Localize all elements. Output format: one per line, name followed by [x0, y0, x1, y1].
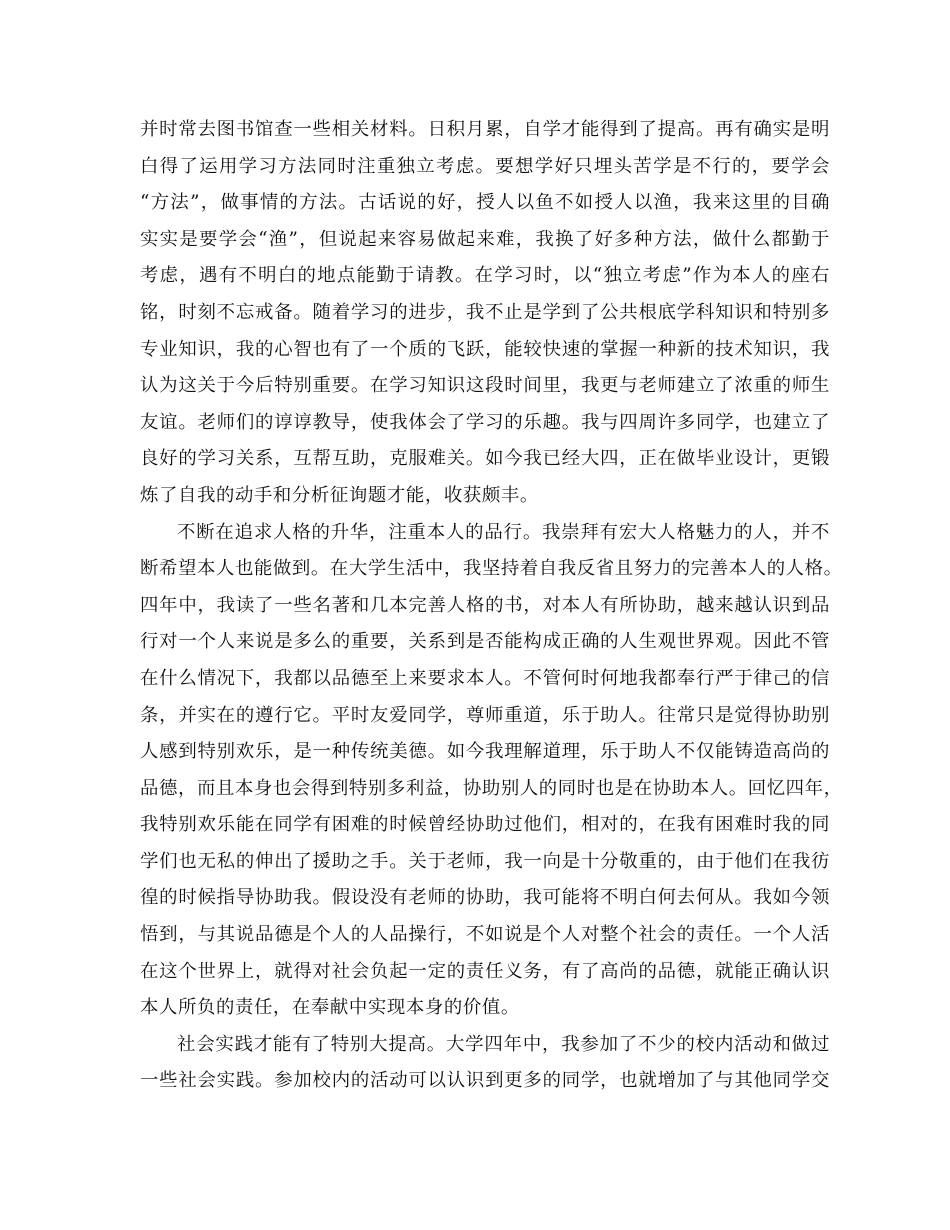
text-line: 在什么情况下，我都以品德至上来要求本人。不管何时何地我都奉行严于律己的信 — [140, 667, 830, 689]
text-line: 四年中，我读了一些名著和几本完善人格的书，对本人有所协助，越来越认识到品 — [140, 594, 830, 616]
text-line: 悟到，与其说品德是个人的人品操行，不如说是个人对整个社会的责任。一个人活 — [140, 924, 830, 946]
text-line: 我特别欢乐能在同学有困难的时候曾经协助过他们，相对的，在我有困难时我的同 — [140, 814, 830, 836]
text-line: 白得了运用学习方法同时注重独立考虑。要想学好只埋头苦学是不行的，要学会 — [140, 155, 830, 177]
text-line: 友谊。老师们的谆谆教导，使我体会了学习的乐趣。我与四周许多同学，也建立了 — [140, 411, 830, 433]
paragraph-first-line: 不断在追求人格的升华，注重本人的品行。我崇拜有宏大人格魅力的人，并不 — [177, 521, 830, 543]
text-line: 铭，时刻不忘戒备。随着学习的进步，我不止是学到了公共根底学科知识和特别多 — [140, 301, 830, 323]
text-line: 良好的学习关系，互帮互助，克服难关。如今我已经大四，正在做毕业设计，更锻 — [140, 448, 830, 470]
text-line: 品德，而且本身也会得到特别多利益，协助别人的同时也是在协助本人。回忆四年， — [140, 777, 843, 799]
text-line: 断希望本人也能做到。在大学生活中，我坚持着自我反省且努力的完善本人的人格。 — [140, 558, 843, 580]
text-line: 徨的时候指导协助我。假设没有老师的协助，我可能将不明白何去何从。我如今领 — [140, 887, 830, 909]
text-line: 人感到特别欢乐，是一种传统美德。如今我理解道理，乐于助人不仅能铸造高尚的 — [140, 741, 830, 763]
text-line: 实实是要学会“渔”，但说起来容易做起来难，我换了好多种方法，做什么都勤于 — [140, 228, 830, 250]
text-line: 在这个世界上，就得对社会负起一定的责任义务，有了高尚的品德，就能正确认识 — [140, 960, 830, 982]
text-line: 炼了自我的动手和分析征询题才能，收获颇丰。 — [140, 484, 539, 506]
text-line: 条，并实在的遵行它。平时友爱同学，尊师重道，乐于助人。往常只是觉得协助别 — [140, 704, 830, 726]
text-line: 并时常去图书馆查一些相关材料。日积月累，自学才能得到了提高。再有确实是明 — [140, 119, 830, 140]
text-line: 考虑，遇有不明白的地点能勤于请教。在学习时，以“独立考虑”作为本人的座右 — [140, 265, 830, 287]
text-line: 学们也无私的伸出了援助之手。关于老师，我一向是十分敬重的，由于他们在我彷 — [140, 850, 830, 872]
body-text — [140, 112, 843, 1100]
paragraph-first-line: 社会实践才能有了特别大提高。大学四年中，我参加了不少的校内活动和做过 — [177, 1033, 830, 1055]
text-line: 专业知识，我的心智也有了一个质的飞跃，能较快速的掌握一种新的技术知识，我 — [140, 338, 830, 360]
text-line: 一些社会实践。参加校内的活动可以认识到更多的同学，也就增加了与其他同学交 — [140, 1070, 830, 1092]
text-line: 行对一个人来说是多么的重要，关系到是否能构成正确的人生观世界观。因此不管 — [140, 631, 830, 653]
text-line: 认为这关于今后特别重要。在学习知识这段时间里，我更与老师建立了浓重的师生 — [140, 375, 830, 397]
text-line: 本人所负的责任，在奉献中实现本身的价值。 — [140, 997, 520, 1019]
text-line: “方法”，做事情的方法。古话说的好，授人以鱼不如授人以渔，我来这里的目确 — [140, 192, 830, 214]
